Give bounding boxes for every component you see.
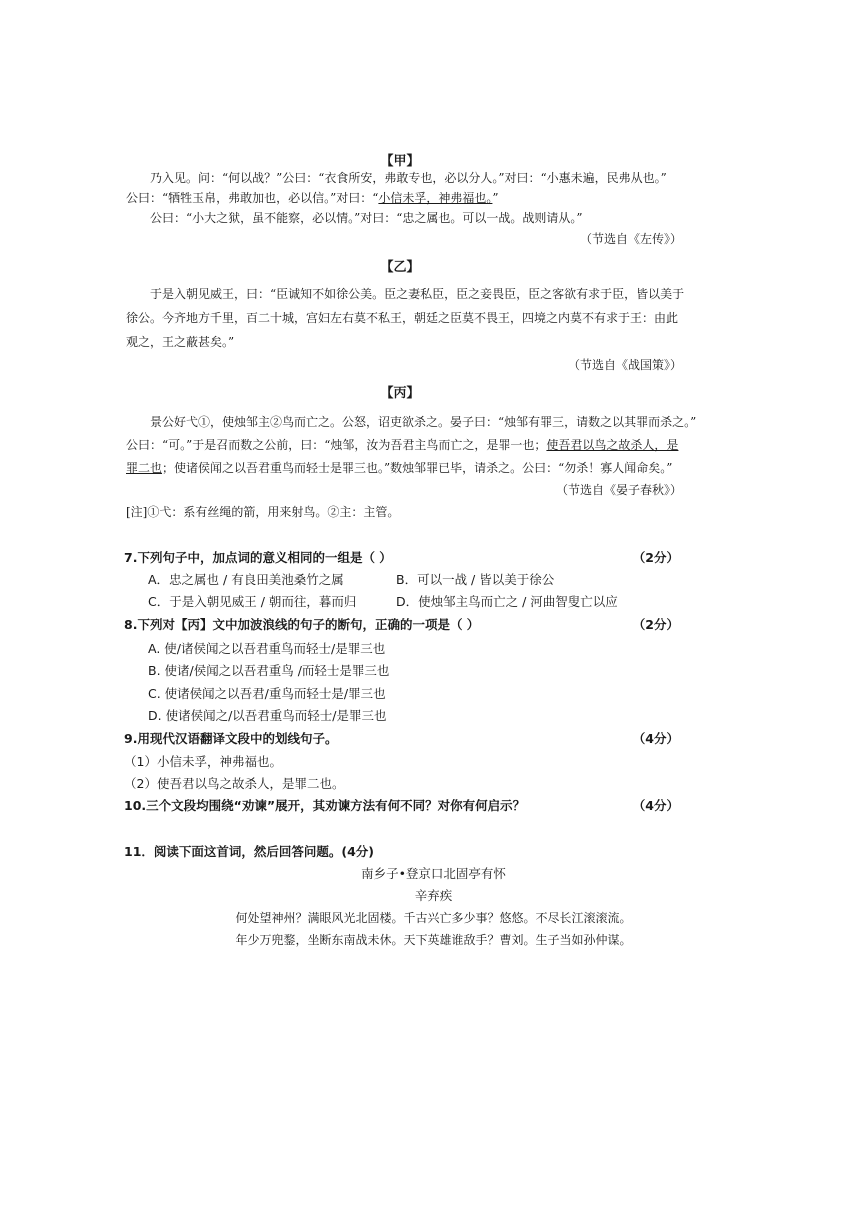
question-9-stem: 9.用现代汉语翻译文段中的划线句子。 xyxy=(124,731,338,746)
poem-line-1: 何处望神州？满眼风光北固楼。千古兴亡多少事？悠悠。不尽长江滚滚流。 xyxy=(235,911,632,925)
question-8-stem: 8.下列对【丙】文中加波浪线的句子的断句，正确的一项是（ ） xyxy=(124,617,480,632)
section-title-yi: 【乙】 xyxy=(380,260,420,275)
question-7-stem: 7.下列句子中，加点词的意义相同的一组是（ ） xyxy=(124,550,392,565)
jia-line-3: 公曰：“小大之狱，虽不能察，必以情。”对曰：“忠之属也。可以一战。战则请从。” xyxy=(150,211,583,225)
q8-option-c: C. 使诸侯闻之以吾君/重鸟而轻士是/罪三也 xyxy=(148,686,386,701)
poem-title: 南乡子•登京口北固亭有怀 xyxy=(361,866,506,881)
jia-source: （节选自《左传》） xyxy=(579,232,682,246)
poem-line-2: 年少万兜鍪，坐断东南战未休。天下英雄谁敌手？曹刘。生子当如孙仲谋。 xyxy=(235,933,632,947)
underlined-sentence-jia: 小信未孚，神弗福也。 xyxy=(378,191,493,205)
section-title-jia: 【甲】 xyxy=(380,154,420,169)
jia-line-2-text: 公曰：“牺牲玉帛，弗敢加也，必以信。”对曰：“ xyxy=(126,191,379,205)
jia-line-2 xyxy=(126,190,499,206)
q8-option-a: A. 使/诸侯闻之以吾君重鸟而轻士/是罪三也 xyxy=(148,641,386,656)
poem-author: 辛弃疾 xyxy=(414,888,453,903)
yi-line-2: 徐公。今齐地方千里，百二十城，宫妇左右莫不私王，朝廷之臣莫不畏王，四境之内莫不有求于王：由此 xyxy=(126,311,679,325)
bing-line-3-text: ；使诸侯闻之以吾君重鸟而轻士是罪三也。”数烛邹罪已毕，请杀之。公曰：“勿杀！寡人闻命矣。” xyxy=(162,461,673,475)
bing-line-3 xyxy=(126,460,672,476)
bing-line-2 xyxy=(126,437,678,453)
yi-line-1: 于是入朝见威王，曰：“臣诚知不如徐公美。臣之妻私臣，臣之妾畏臣，臣之客欲有求于臣，皆以美于 xyxy=(150,287,685,301)
bing-line-2-text: 公曰：“可。”于是召而数之公前，曰：“烛邹，汝为吾君主鸟而亡之，是罪一也； xyxy=(126,438,547,452)
q9-item-1: （1）小信未孚，神弗福也。 xyxy=(124,754,282,769)
question-9-score: （4分） xyxy=(632,731,679,746)
question-10-stem: 10.三个文段均围绕“劝谏”展开，其劝谏方法有何不同？对你有何启示？ xyxy=(124,798,526,813)
jia-line-2-end: ” xyxy=(492,191,499,205)
q7-option-d: D．使烛邹主鸟而亡之 / 河曲智叟亡以应 xyxy=(396,594,618,609)
bing-note: [注]①弋：系有丝绳的箭，用来射鸟。②主：主管。 xyxy=(126,505,400,519)
section-title-bing: 【丙】 xyxy=(380,386,420,401)
yi-line-3: 观之，王之蔽甚矣。” xyxy=(126,335,235,349)
bing-source: （节选自《晏子春秋》） xyxy=(555,483,682,497)
q8-option-b: B. 使诸/侯闻之以吾君重鸟 /而轻士是罪三也 xyxy=(148,663,390,678)
yi-source: （节选自《战国策》） xyxy=(567,358,682,372)
underlined-sentence-bing-part2: 罪二也 xyxy=(126,461,163,475)
jia-line-1: 乃入见。问：“何以战？”公曰：“衣食所安，弗敢专也，必以分人。”对曰：“小惠未遍，民弗从也。” xyxy=(150,171,667,185)
q8-option-d: D. 使诸侯闻之/以吾君重鸟而轻士/是罪三也 xyxy=(148,708,387,723)
underlined-sentence-bing-part1: 使吾君以鸟之故杀人，是 xyxy=(546,438,679,452)
question-11-stem: 11．阅读下面这首词，然后回答问题。(4分) xyxy=(124,844,375,859)
question-10-score: （4分） xyxy=(632,798,679,813)
question-8-score: （2分） xyxy=(632,617,679,632)
q7-option-a: A．忠之属也 / 有良田美池桑竹之属 xyxy=(148,572,344,587)
bing-line-1: 景公好弋①，使烛邹主②鸟而亡之。公怒，诏吏欲杀之。晏子曰：“烛邹有罪三，请数之以其罪而杀之。” xyxy=(150,415,697,429)
question-7-score: （2分） xyxy=(632,550,679,565)
q7-option-b: B．可以一战 / 皆以美于徐公 xyxy=(396,572,555,587)
q7-option-c: C．于是入朝见威王 / 朝而往，暮而归 xyxy=(148,594,357,609)
q9-item-2: （2）使吾君以鸟之故杀人，是罪二也。 xyxy=(124,776,345,791)
